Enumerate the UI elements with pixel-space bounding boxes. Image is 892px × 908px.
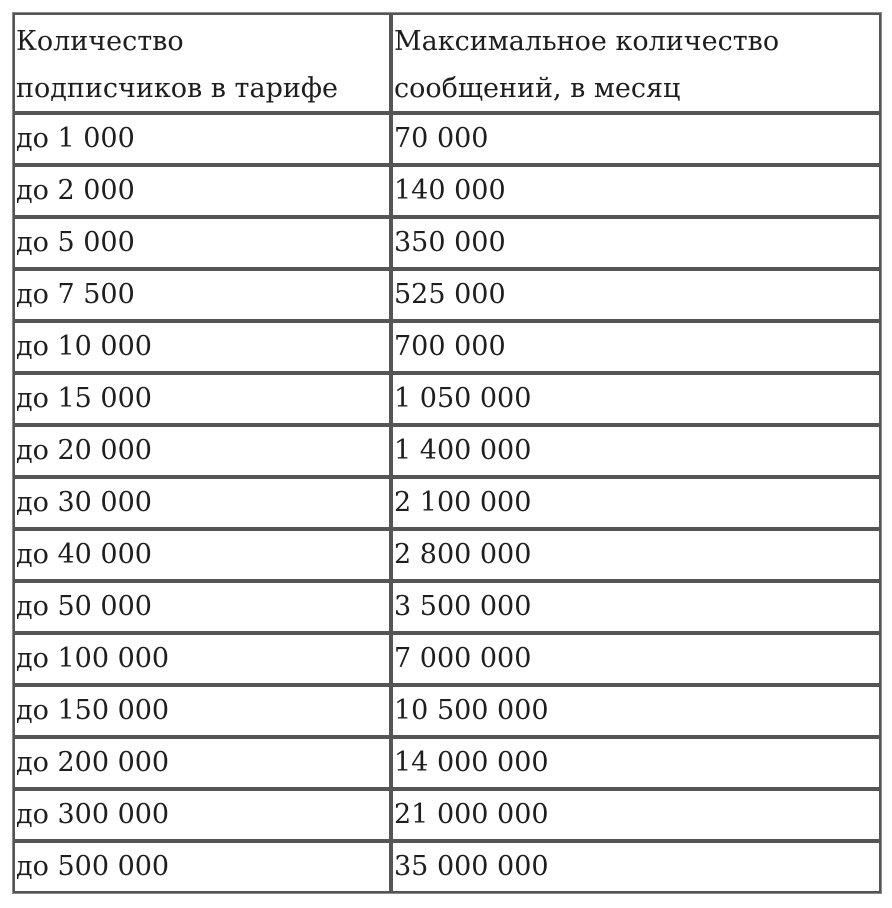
subscribers-cell: до 30 000 (13, 477, 391, 529)
subscribers-cell: до 200 000 (13, 737, 391, 789)
subscribers-cell: до 100 000 (13, 633, 391, 685)
tariff-table-body (13, 13, 881, 893)
subscribers-cell: до 15 000 (13, 373, 391, 425)
messages-cell: 525 000 (391, 269, 881, 321)
messages-cell: 21 000 000 (391, 789, 881, 841)
messages-cell: 350 000 (391, 217, 881, 269)
messages-cell: 70 000 (391, 113, 881, 165)
table-row (13, 529, 881, 581)
subscribers-cell: до 1 000 (13, 113, 391, 165)
table-row (13, 737, 881, 789)
header-messages-line1: Максимальное количество (394, 26, 780, 57)
subscribers-cell: до 50 000 (13, 581, 391, 633)
subscribers-cell: до 40 000 (13, 529, 391, 581)
messages-cell: 1 400 000 (391, 425, 881, 477)
messages-cell: 1 050 000 (391, 373, 881, 425)
messages-cell: 14 000 000 (391, 737, 881, 789)
tariff-table-container (12, 12, 880, 894)
subscribers-cell: до 500 000 (13, 841, 391, 893)
messages-cell: 35 000 000 (391, 841, 881, 893)
header-messages-line2: сообщений, в месяц (394, 73, 681, 104)
messages-cell: 2 800 000 (391, 529, 881, 581)
table-header-row (13, 13, 881, 113)
subscribers-cell: до 2 000 (13, 165, 391, 217)
subscribers-cell: до 7 500 (13, 269, 391, 321)
table-row (13, 217, 881, 269)
messages-cell: 7 000 000 (391, 633, 881, 685)
table-row (13, 165, 881, 217)
messages-cell: 700 000 (391, 321, 881, 373)
messages-cell: 10 500 000 (391, 685, 881, 737)
table-row (13, 581, 881, 633)
messages-cell: 140 000 (391, 165, 881, 217)
table-row (13, 269, 881, 321)
subscribers-cell: до 20 000 (13, 425, 391, 477)
header-subscribers-line1: Количество (16, 26, 184, 57)
table-row (13, 477, 881, 529)
table-row (13, 321, 881, 373)
header-subscribers-line2: подписчиков в тарифе (16, 73, 338, 104)
tariff-table (12, 12, 882, 894)
header-subscribers (13, 13, 391, 113)
subscribers-cell: до 150 000 (13, 685, 391, 737)
table-row (13, 789, 881, 841)
header-messages (391, 13, 881, 113)
table-row (13, 113, 881, 165)
table-row (13, 841, 881, 893)
messages-cell: 3 500 000 (391, 581, 881, 633)
messages-cell: 2 100 000 (391, 477, 881, 529)
subscribers-cell: до 5 000 (13, 217, 391, 269)
table-row (13, 685, 881, 737)
table-row (13, 425, 881, 477)
table-row (13, 633, 881, 685)
subscribers-cell: до 300 000 (13, 789, 391, 841)
table-row (13, 373, 881, 425)
subscribers-cell: до 10 000 (13, 321, 391, 373)
